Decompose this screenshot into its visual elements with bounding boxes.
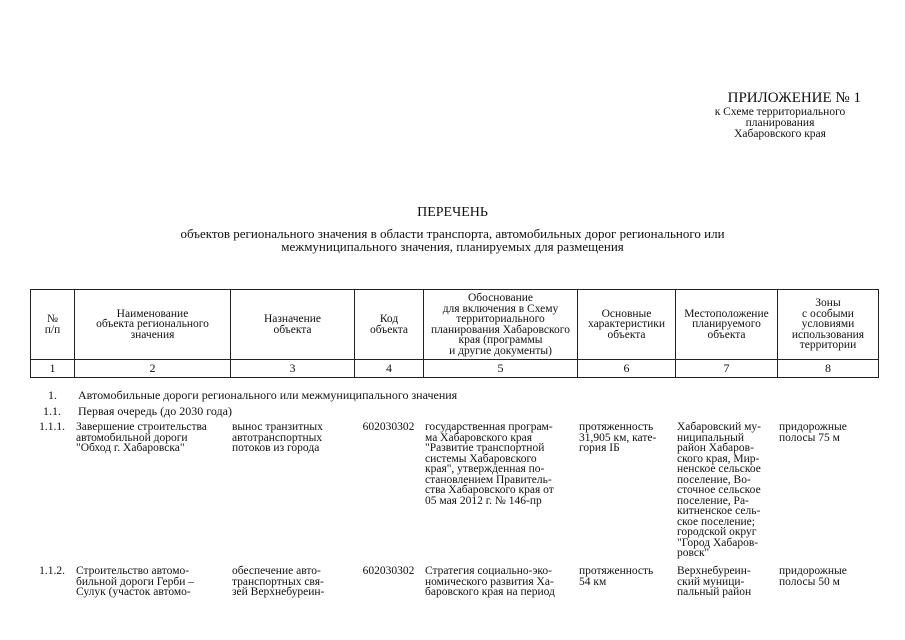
row-zones: придорожные полосы 50 м — [779, 565, 847, 588]
row-name: Строительство автомо- бильной дороги Герби – Сулук (участок автомо- — [76, 565, 195, 598]
row-number: 1.1.1. — [39, 421, 65, 433]
objects-table-header — [30, 289, 879, 378]
header-basis: Обоснование для включения в Схему территориального планирования Хабаровского края (программы и другие документы) — [424, 290, 578, 360]
section-1-number: 1. — [48, 388, 57, 402]
section-1-1-number: 1.1. — [43, 404, 61, 418]
row-code: 602030302 — [362, 421, 415, 433]
row-basis: Стратегия социально-эко- номического развития Ха- баровского края на период — [425, 565, 555, 598]
header-characteristics: Основные характеристики объекта — [578, 290, 676, 360]
section-1-1-label: Первая очередь (до 2030 года) — [78, 404, 232, 418]
header-location: Местоположение планируемого объекта — [676, 290, 778, 360]
row-code: 602030302 — [362, 565, 415, 577]
row-location: Хабаровский му- ниципальный район Хабаров- ского края, Мир- ненское сельское поселение, Во- сточное сельское поселение, Ра- китненское сель- ское поселение; городской округ "Город Хабаров- ровск" — [677, 421, 761, 559]
row-characteristics: протяженность 31,905 км, кате- гория IБ — [579, 421, 657, 454]
appendix-subtitle-line: к Схеме территориального — [714, 106, 846, 118]
appendix-subtitle-line: планирования — [745, 117, 815, 129]
column-number: 4 — [355, 360, 424, 378]
column-number: 5 — [424, 360, 578, 378]
section-1-label: Автомобильные дороги регионального или межмуниципального значения — [78, 388, 458, 402]
column-number: 6 — [578, 360, 676, 378]
column-number: 7 — [676, 360, 778, 378]
appendix-block — [695, 90, 865, 140]
row-purpose: обеспечение авто- транспортных свя- зей Верхнебуреин- — [232, 565, 325, 598]
row-location: Верхнебуреин- ский муници- пальный район — [677, 565, 752, 598]
objects-table-body — [30, 422, 878, 606]
column-number: 3 — [231, 360, 355, 378]
column-number: 8 — [778, 360, 879, 378]
header-num: № п/п — [31, 290, 75, 360]
row-name: Завершение строительства автомобильной дороги "Обход г. Хабаровска" — [76, 421, 207, 454]
document-subtitle-line: межмуниципального значения, планируемых для размещения — [281, 239, 624, 254]
header-purpose: Назначение объекта — [231, 290, 355, 360]
header-zones: Зоны с особыми условиями использования территории — [778, 290, 879, 360]
document-heading: ПЕРЕЧЕНЬ — [417, 205, 488, 220]
header-code: Код объекта — [355, 290, 424, 360]
appendix-subtitle-line: Хабаровского края — [734, 128, 826, 140]
header-name: Наименование объекта регионального значения — [75, 290, 231, 360]
document-subtitle-line: объектов регионального значения в области транспорта, автомобильных дорог регионального или — [180, 226, 725, 241]
table-row — [30, 566, 878, 606]
row-number: 1.1.2. — [39, 565, 65, 577]
row-purpose: вынос транзитных автотранспортных потоков из города — [232, 421, 323, 454]
appendix-title: ПРИЛОЖЕНИЕ № 1 — [727, 90, 861, 106]
column-number: 1 — [31, 360, 75, 378]
column-number: 2 — [75, 360, 231, 378]
row-characteristics: протяженность 54 км — [579, 565, 654, 588]
row-zones: придорожные полосы 75 м — [779, 421, 847, 444]
document-subtitle — [0, 227, 905, 253]
row-basis: государственная програм- ма Хабаровского края "Развитие транспортной системы Хабаровского края", утвержденная по- становлением Правитель- ства Хабаровского края от 05 мая 2012 г. № 146-пр — [425, 421, 554, 507]
table-row — [30, 422, 878, 566]
